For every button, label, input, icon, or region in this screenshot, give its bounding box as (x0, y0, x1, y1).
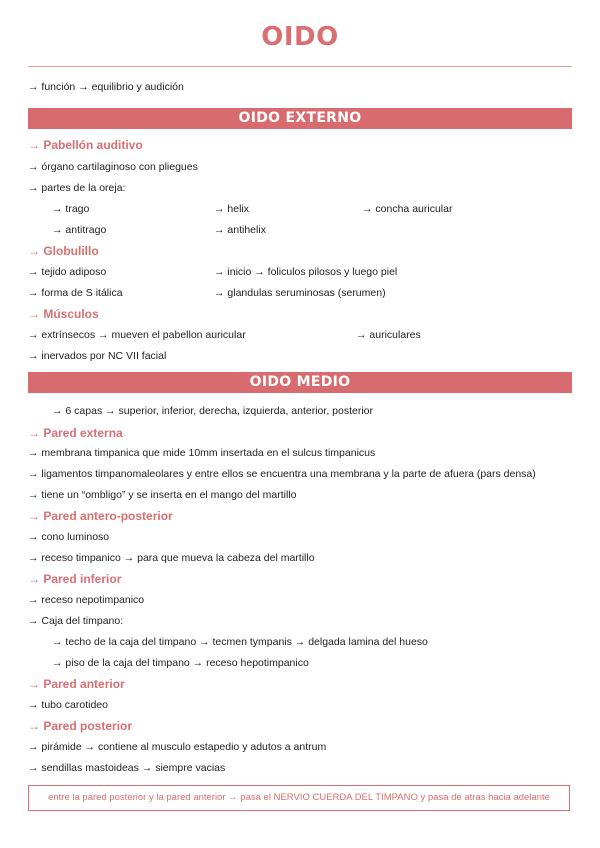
subheading-musculos: → Músculos (28, 307, 99, 321)
intro-line: → función → equilibrio y audición (28, 81, 184, 93)
subheading-globulillo: → Globulillo (28, 244, 99, 258)
pabellon-line: → órgano cartilaginoso con pliegues (28, 161, 198, 173)
subheading-pared-posterior: → Pared posterior (28, 719, 133, 733)
pared-externa-line: → ligamentos timpanomaleolares y entre ellos se encuentra una membrana y la parte de afuera (pars densa) (28, 468, 536, 480)
oreja-part-item: → trago (52, 203, 90, 215)
note-box (28, 785, 570, 811)
globulillo-line: → glandulas seruminosas (serumen) (214, 287, 386, 299)
title-divider (28, 66, 572, 67)
subheading-pared-externa: → Pared externa (28, 426, 123, 440)
pared-inferior-line: → Caja del timpano: (28, 615, 124, 627)
page-title: OIDO (261, 22, 339, 52)
globulillo-line: → forma de S itálica (28, 287, 123, 299)
pared-externa-line: → membrana timpanica que mide 10mm insertada en el sulcus timpanicus (28, 447, 376, 459)
oreja-part-item: → helix (214, 203, 250, 215)
musculos-line: → auriculares (356, 329, 421, 341)
oreja-part-item: → concha auricular (362, 203, 453, 215)
musculos-line: → inervados por NC VII facial (28, 350, 167, 362)
oreja-part-item: → antitrago (52, 224, 107, 236)
capas-line: → 6 capas → superior, inferior, derecha, izquierda, anterior, posterior (52, 405, 373, 417)
pared-posterior-line: → sendillas mastoideas → siempre vacias (28, 762, 226, 774)
pared-posterior-line: → pirámide → contiene al musculo estapedio y adutos a antrum (28, 741, 327, 753)
subheading-pared-anterior: → Pared anterior (28, 677, 125, 691)
section-header-oido-externo: OIDO EXTERNO (28, 108, 572, 129)
pared-inferior-line: → techo de la caja del timpano → tecmen tympanis → delgada lamina del hueso (52, 636, 428, 648)
pabellon-line: → partes de la oreja: (28, 182, 126, 194)
note-text: entre la pared posterior y la pared anterior → pasa el NERVIO CUERDA DEL TIMPANO y pasa de atras hacia adelante (48, 791, 550, 803)
subheading-pabellon: → Pabellón auditivo (28, 138, 143, 152)
section-header-oido-medio: OIDO MEDIO (28, 372, 572, 393)
musculos-line: → extrínsecos → mueven el pabellon auricular (28, 329, 246, 341)
oreja-part-item: → antihelix (214, 224, 266, 236)
pared-externa-line: → tiene un “ombligo” y se inserta en el mango del martillo (28, 489, 297, 501)
subheading-pared-inferior: → Pared inferior (28, 572, 122, 586)
globulillo-line: → tejido adiposo (28, 266, 107, 278)
pared-antero-posterior-line: → cono luminoso (28, 531, 110, 543)
pared-antero-posterior-line: → receso timpanico → para que mueva la cabeza del martillo (28, 552, 315, 564)
pared-inferior-line: → receso nepotimpanico (28, 594, 145, 606)
pared-inferior-line: → piso de la caja del timpano → receso hepotimpanico (52, 657, 309, 669)
subheading-pared-antero-posterior: → Pared antero-posterior (28, 509, 173, 523)
globulillo-line: → inicio → foliculos pilosos y luego piel (214, 266, 398, 278)
pared-anterior-line: → tubo carotideo (28, 699, 108, 711)
